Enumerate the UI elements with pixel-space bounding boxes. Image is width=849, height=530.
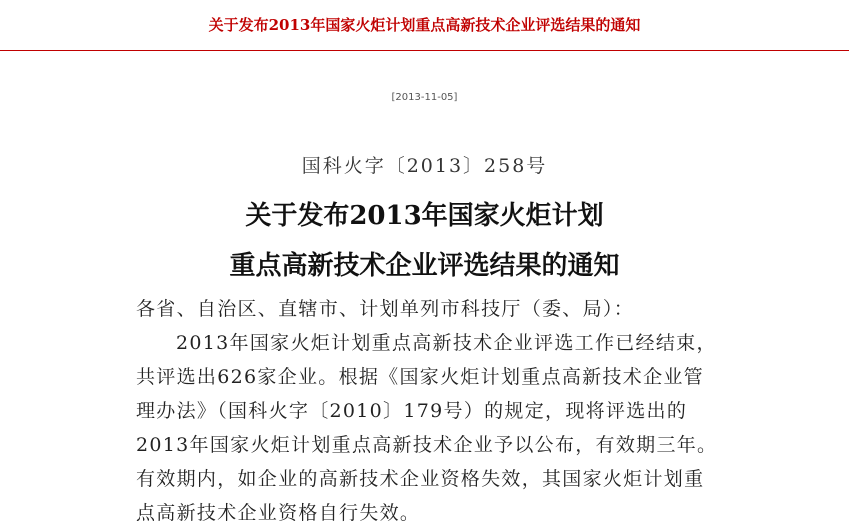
salutation: 各省、自治区、直辖市、计划单列市科技厅（委、局）：: [136, 298, 635, 320]
body-line: 共评选出626家企业。根据《国家火炬计划重点高新技术企业管: [136, 366, 704, 388]
body-line: 有效期内，如企业的高新技术企业资格失效，其国家火炬计划重: [136, 468, 705, 490]
document-number: 国科火字〔2013〕258号: [301, 155, 548, 177]
publish-date: [2013-11-05]: [391, 92, 458, 103]
body-line: 理办法》（国科火字〔2010〕179号）的规定，现将评选出的: [136, 400, 688, 422]
article-heading-line-1: 关于发布2013年国家火炬计划: [245, 201, 604, 231]
body-line: 2013年国家火炬计划重点高新技术企业予以公布，有效期三年。: [136, 434, 718, 456]
title-divider: [0, 50, 849, 51]
article-heading-line-2: 重点高新技术企业评选结果的通知: [229, 251, 620, 281]
body-line: 点高新技术企业资格自行失效。: [136, 502, 421, 524]
body-line: 2013年国家火炬计划重点高新技术企业评选工作已经结束，: [176, 332, 717, 354]
page-title: 关于发布2013年国家火炬计划重点高新技术企业评选结果的通知: [208, 16, 641, 34]
